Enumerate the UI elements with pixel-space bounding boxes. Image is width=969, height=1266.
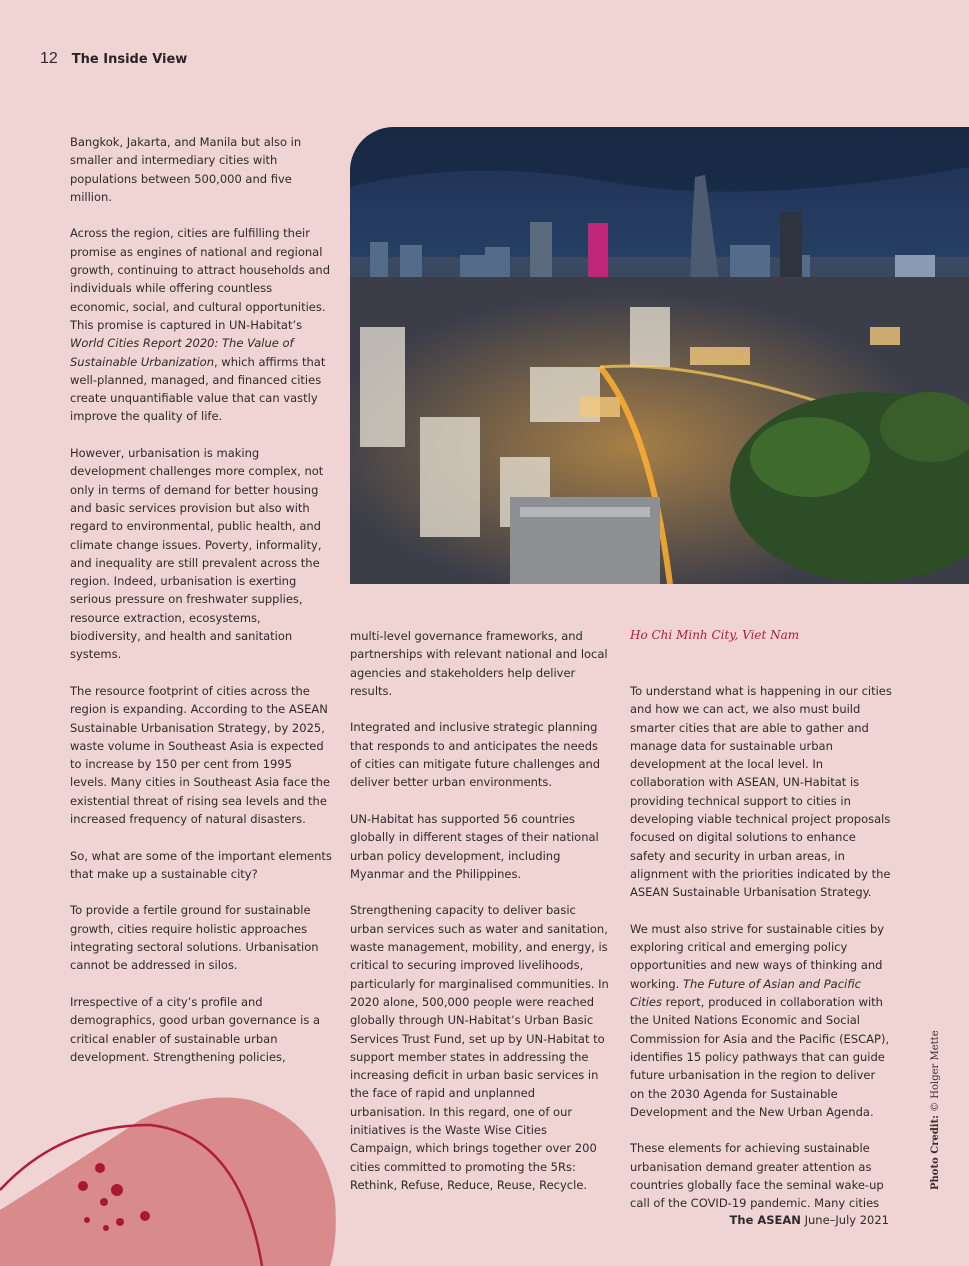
paragraph: Irrespective of a city’s profile and demographics, good urban governance is a critical enabler of sustainable urban development. Strengthening policies, — [70, 994, 321, 1064]
paragraph: To understand what is happening in our cities and how we can act, we also must build smarter cities that are able to gather and manage data for sustainable urban development at the local level. In collaboration with ASEAN, UN-Habitat is providing technical support to cities in developing viable technical project proposals focused on digital solutions to enhance safety and security in urban areas, in alignment with the priorities indicated by the ASEAN Sustainable Urbanisation Strategy. — [630, 684, 892, 900]
page-footer — [730, 1213, 889, 1227]
paragraph: Across the region, cities are fulfilling their promise as engines of national and regional growth, continuing to attract households and individuals while offering countless economic, social, and cultural opportunities. This promise is captured in UN-Habitat’s World Cities Report 2020: The Value of Sustainable Urbanization, which affirms that well-planned, managed, and financed cities create unquantifiable value that can vastly improve the quality of life. — [70, 226, 331, 424]
text-column-2 — [350, 627, 612, 1213]
photo-credit-label: Photo Credit: — [930, 1115, 941, 1190]
paragraph: However, urbanisation is making development challenges more complex, not only in terms of demand for better housing and basic services provision but also with regard to environmental, public health, and climate change issues. Poverty, informality, and inequality are still prevalent across the region. Indeed, urbanisation is exerting serious pressure on freshwater supplies, resource extraction, ecosystems, biodiversity, and health and sanitation systems. — [70, 446, 324, 662]
decorative-blob — [0, 1090, 340, 1266]
city-photo — [350, 127, 969, 584]
section-title: The Inside View — [71, 52, 188, 67]
photo-caption: Ho Chi Minh City, Viet Nam — [630, 628, 800, 642]
publication-name: The ASEAN — [729, 1213, 801, 1227]
paragraph: So, what are some of the important elements that make up a sustainable city? — [70, 848, 332, 881]
paragraph: We must also strive for sustainable cities by exploring critical and emerging policy opportunities and new ways of thinking and working. The Future of Asian and Pacific Cities report, produced in collaboration with the United Nations Economic and Social Commission for Asia and the Pacific (ESCAP), identifies 15 policy pathways that can guide future urbanisation in the region to deliver on the 2030 Agenda for Sustainable Development and the New Urban Agenda. — [630, 921, 890, 1119]
issue-date: June–July 2021 — [804, 1213, 889, 1227]
paragraph: To provide a fertile ground for sustainable growth, cities require holistic approaches integrating sectoral solutions. Urbanisation cannot be addressed in silos. — [70, 903, 319, 973]
report-title: World Cities Report 2020: The Value of Sustainable Urbanization — [70, 336, 294, 369]
text-column-1 — [70, 133, 332, 1084]
page-header — [40, 50, 187, 68]
paragraph: Bangkok, Jakarta, and Manila but also in smaller and intermediary cities with populations between 500,000 and five million. — [70, 135, 302, 204]
photo-credit — [930, 1030, 941, 1190]
page-number: 12 — [40, 50, 58, 67]
paragraph: Strengthening capacity to deliver basic urban services such as water and sanitation, waste management, mobility, and energy, is critical to securing improved livelihoods, particularly for marginalised communities. In 2020 alone, 500,000 people were reached globally through UN-Habitat’s Urban Basic Services Trust Fund, set up by UN-Habitat to support member states in addressing the increasing deficit in urban basic services in the face of rapid and unplanned urbanisation. In this regard, one of our initiatives is the Waste Wise Cities Campaign, which brings together over 200 cities committed to promoting the 5Rs: Rethink, Refuse, Reduce, Reuse, Recycle. — [350, 903, 609, 1192]
paragraph: These elements for achieving sustainable urbanisation demand greater attention as countries globally face the seminal wake-up call of the COVID-19 pandemic. Many cities — [630, 1141, 884, 1211]
photo-credit-text: © Holger Mette — [930, 1030, 941, 1112]
paragraph: UN-Habitat has supported 56 countries globally in different stages of their national urban policy development, including Myanmar and the Philippines. — [350, 811, 599, 881]
paragraph: Integrated and inclusive strategic planning that responds to and anticipates the needs of cities can mitigate future challenges and deliver better urban environments. — [350, 720, 601, 790]
paragraph: multi-level governance frameworks, and partnerships with relevant national and local agencies and stakeholders help deliver results. — [350, 629, 608, 698]
paragraph: The resource footprint of cities across the region is expanding. According to the ASEAN Sustainable Urbanisation Strategy, by 2025, waste volume in Southeast Asia is expected to increase by 150 per cent from 1995 levels. Many cities in Southeast Asia face the existential threat of rising sea levels and the increased frequency of natural disasters. — [70, 683, 330, 826]
text-column-3 — [630, 682, 892, 1231]
report-title: The Future of Asian and Pacific Cities — [630, 976, 862, 1010]
